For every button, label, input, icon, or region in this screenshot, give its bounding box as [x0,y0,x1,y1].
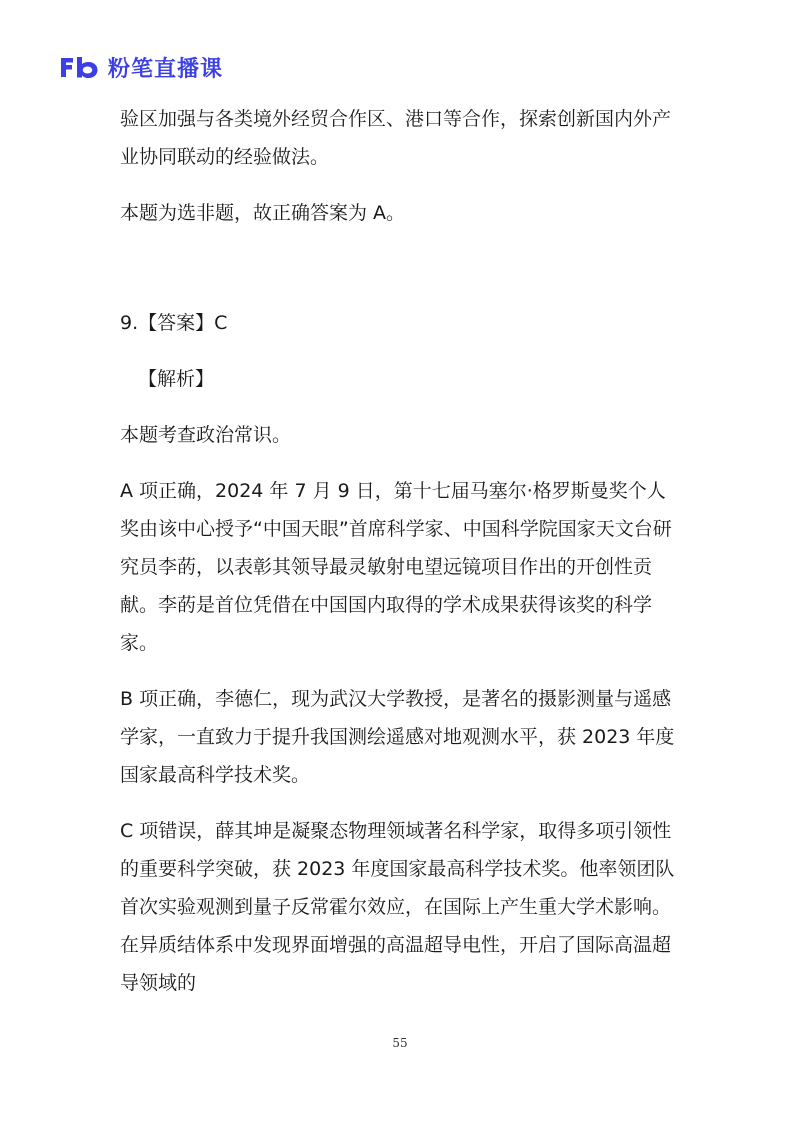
paragraph-answer-conclusion: 本题为选非题，故正确答案为 A。 [120,202,406,224]
paragraph-option-c: C 项错误，薛其坤是凝聚态物理领域著名科学家，取得多项引领性的重要科学突破，获 2023 年度国家最高科学技术奖。他率领团队首次实验观测到量子反常霍尔效应，在国际上产生重大学术影响。在异质结体系中发现界面增强的高温超导电性，开启了国际高温超导领域的 [120,820,675,994]
page-header [58,50,223,84]
paragraph-option-b: B 项正确，李德仁，现为武汉大学教授，是著名的摄影测量与遥感学家，一直致力于提升我国测绘遥感对地观测水平，获 2023 年度国家最高科学技术奖。 [120,688,675,786]
paragraph-option-a: A 项正确，2024 年 7 月 9 日，第十七届马塞尔·格罗斯曼奖个人奖由该中心授予“中国天眼”首席科学家、中国科学院国家天文台研究员李菂，以表彰其领导最灵敏射电望远镜项目作出的开创性贡献。李菂是首位凭借在中国国内取得的学术成果获得该奖的科学家。 [120,480,672,654]
fenbi-logo-icon [58,54,102,80]
question-answer-heading: 9.【答案】C [120,312,228,334]
paragraph-topic: 本题考查政治常识。 [120,424,292,446]
brand-name: 粉笔直播课 [108,56,224,82]
page-number: 55 [392,1036,408,1050]
paragraph-continuation: 验区加强与各类境外经贸合作区、港口等合作，探索创新国内外产业协同联动的经验做法。 [120,108,672,168]
analysis-heading: 【解析】 [138,368,215,390]
document-body [120,100,680,1020]
